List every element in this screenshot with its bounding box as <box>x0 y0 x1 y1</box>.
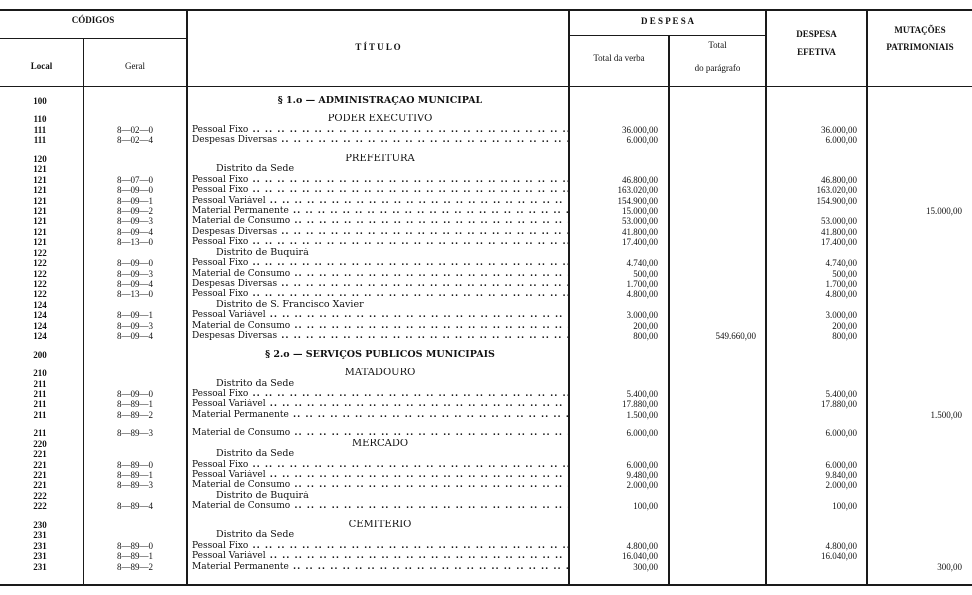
total-da-verba: 1.700,00 <box>626 279 658 289</box>
total-da-verba: 2.000,00 <box>626 480 658 491</box>
geral-code: 8—09—3 <box>117 320 153 331</box>
title-heading: MERCADO <box>351 438 409 449</box>
header-titulo: T Í T U L O <box>355 42 401 52</box>
geral-code: 8—89—2 <box>117 409 153 420</box>
title-item: Material de Consumo .. .. <box>192 501 568 511</box>
title-item: Material de Consumo .. .. <box>192 480 568 490</box>
local-code: 231 <box>33 561 47 572</box>
local-code: 221 <box>33 470 47 480</box>
table-row <box>0 237 972 247</box>
geral-code: 8—02—0 <box>117 124 153 135</box>
row-spacer <box>0 360 972 368</box>
total-da-verba: 500,00 <box>633 268 658 279</box>
title-item: Pessoal Fixo .. .. <box>192 237 568 247</box>
local-code: 220 <box>33 438 47 449</box>
local-code: 120 <box>33 153 47 164</box>
local-code: 122 <box>33 268 47 279</box>
title-district: Distrito da Sede <box>216 530 295 541</box>
despesa-efetiva: 9.840,00 <box>825 470 857 480</box>
table-row <box>0 96 972 106</box>
local-code: 231 <box>33 540 47 551</box>
total-da-verba: 17.400,00 <box>622 237 658 248</box>
local-code: 210 <box>33 368 47 379</box>
total-da-verba: 4.800,00 <box>626 540 658 551</box>
row-spacer <box>0 420 972 428</box>
local-code: 110 <box>33 114 47 125</box>
total-da-verba: 3.000,00 <box>626 310 658 321</box>
total-da-verba: 800,00 <box>633 331 658 342</box>
table-row <box>0 227 972 237</box>
table-row <box>0 248 972 258</box>
despesa-efetiva: 1.700,00 <box>825 279 857 289</box>
title-district: Distrito da Sede <box>216 449 295 460</box>
geral-code: 8—09—1 <box>117 195 153 206</box>
table-row <box>0 501 972 511</box>
geral-code: 8—02—4 <box>117 135 153 146</box>
local-code: 231 <box>33 551 47 562</box>
header-despesa-efetiva-2: EFETIVA <box>797 47 836 57</box>
local-code: 111 <box>33 124 47 135</box>
table-row <box>0 541 972 551</box>
local-code: 221 <box>33 480 47 491</box>
title-item: Pessoal Variável .. .. <box>192 551 568 561</box>
local-code: 211 <box>33 409 47 420</box>
geral-code: 8—09—4 <box>117 226 153 237</box>
title-item: Material Permanente .. .. <box>192 410 568 420</box>
table-row <box>0 185 972 195</box>
table-row <box>0 562 972 572</box>
local-code: 211 <box>33 399 47 410</box>
title-heading: PODER EXECUTIVO <box>327 114 433 125</box>
despesa-efetiva: 4.800,00 <box>825 540 857 551</box>
table-row <box>0 410 972 420</box>
local-code: 231 <box>33 530 47 541</box>
total-da-verba: 9.480,00 <box>626 470 658 480</box>
header-bottom-rule <box>0 86 972 87</box>
total-da-verba: 100,00 <box>633 501 658 512</box>
table-row <box>0 206 972 216</box>
title-item: Material de Consumo .. .. <box>192 321 568 331</box>
title-item: Pessoal Fixo .. .. <box>192 389 568 399</box>
despesa-efetiva: 6.000,00 <box>825 428 857 439</box>
header-mutacoes-1: MUTAÇÕES <box>894 25 946 35</box>
local-code: 122 <box>33 258 47 269</box>
title-item: Material de Consumo .. .. <box>192 428 568 438</box>
table-row <box>0 216 972 226</box>
total-da-verba: 41.800,00 <box>622 226 658 237</box>
title-district: Distrito de Buquirá <box>216 490 309 501</box>
despesa-efetiva: 2.000,00 <box>825 480 857 491</box>
geral-code: 8—09—4 <box>117 279 153 289</box>
local-code: 211 <box>33 428 47 439</box>
geral-code: 8—89—1 <box>117 399 153 410</box>
geral-code: 8—09—4 <box>117 331 153 342</box>
row-spacer <box>0 342 972 350</box>
total-da-verba: 1.500,00 <box>626 409 658 420</box>
table-row <box>0 258 972 268</box>
title-item: Pessoal Fixo .. .. <box>192 460 568 470</box>
total-da-verba: 36.000,00 <box>622 124 658 135</box>
title-item: Pessoal Fixo .. .. <box>192 258 568 268</box>
title-item: Pessoal Fixo .. .. <box>192 289 568 299</box>
local-code: 121 <box>33 226 47 237</box>
table-row <box>0 491 972 501</box>
table-row <box>0 135 972 145</box>
local-code: 124 <box>33 331 47 342</box>
despesa-efetiva: 163.020,00 <box>816 185 857 196</box>
table-row <box>0 449 972 459</box>
local-code: 100 <box>33 96 47 106</box>
table-row <box>0 470 972 480</box>
local-code: 211 <box>33 378 47 389</box>
total-da-verba: 17.880,00 <box>622 399 658 410</box>
table-row <box>0 196 972 206</box>
table-row <box>0 310 972 320</box>
local-code: 111 <box>33 135 47 146</box>
geral-code: 8—09—3 <box>117 268 153 279</box>
title-item: Pessoal Fixo .. .. <box>192 175 568 185</box>
title-item: Despesas Diversas .. .. <box>192 135 568 145</box>
geral-code: 8—09—0 <box>117 388 153 399</box>
header-do-paragrafo: do parágrafo <box>694 63 741 73</box>
geral-code: 8—13—0 <box>117 289 153 300</box>
local-code: 121 <box>33 237 47 248</box>
header-despesa: D E S P E S A <box>640 16 695 26</box>
geral-code: 8—89—3 <box>117 480 153 491</box>
title-heading: PREFEITURA <box>345 153 415 164</box>
title-item: Despesas Diversas .. .. <box>192 227 568 237</box>
header-mutacoes-2: PATRIMONIAIS <box>886 42 954 52</box>
table-row <box>0 460 972 470</box>
budget-table-body <box>0 96 972 572</box>
table-row <box>0 428 972 438</box>
header-geral: Geral <box>125 61 145 71</box>
local-code: 221 <box>33 449 47 460</box>
title-item: Pessoal Fixo .. .. <box>192 125 568 135</box>
local-code: 222 <box>33 490 47 501</box>
table-row <box>0 154 972 164</box>
despesa-efetiva: 4.740,00 <box>825 258 857 269</box>
despesa-efetiva: 100,00 <box>832 501 857 512</box>
row-spacer <box>0 512 972 520</box>
despesa-efetiva: 17.880,00 <box>821 399 857 410</box>
table-row <box>0 439 972 449</box>
geral-code: 8—09—3 <box>117 216 153 227</box>
local-code: 122 <box>33 279 47 289</box>
despesa-efetiva: 16.040,00 <box>821 551 857 562</box>
mutacoes-patrimoniais: 300,00 <box>937 561 962 572</box>
table-row <box>0 269 972 279</box>
row-spacer <box>0 106 972 114</box>
table-row <box>0 379 972 389</box>
geral-code: 8—89—1 <box>117 470 153 480</box>
table-row <box>0 520 972 530</box>
title-item: Material de Consumo .. .. <box>192 269 568 279</box>
despesa-efetiva: 5.400,00 <box>825 388 857 399</box>
title-item: Material Permanente .. .. <box>192 206 568 216</box>
total-da-verba: 200,00 <box>633 320 658 331</box>
local-code: 124 <box>33 299 47 310</box>
header-local: Local <box>30 61 53 71</box>
geral-code: 8—09—2 <box>117 205 153 216</box>
despesa-efetiva: 53.000,00 <box>821 216 857 227</box>
geral-code: 8—89—3 <box>117 428 153 439</box>
table-row <box>0 125 972 135</box>
geral-code: 8—09—0 <box>117 258 153 269</box>
title-section: § 1.o — ADMINISTRAÇÃO MUNICIPAL <box>277 96 483 106</box>
despesa-efetiva: 3.000,00 <box>825 310 857 321</box>
local-code: 121 <box>33 164 47 175</box>
geral-code: 8—09—1 <box>117 310 153 321</box>
title-district: Distrito da Sede <box>216 378 295 389</box>
total-da-verba: 6.000,00 <box>626 428 658 439</box>
geral-code: 8—89—4 <box>117 501 153 512</box>
despesa-efetiva: 4.800,00 <box>825 289 857 300</box>
table-row <box>0 321 972 331</box>
local-code: 121 <box>33 185 47 196</box>
table-row <box>0 279 972 289</box>
title-item: Material Permanente .. .. <box>192 562 568 572</box>
total-da-verba: 5.400,00 <box>626 388 658 399</box>
header-codigos: CÓDIGOS <box>71 15 115 25</box>
header-total: Total <box>708 40 727 50</box>
title-item: Pessoal Fixo .. .. <box>192 541 568 551</box>
despesa-efetiva: 154.900,00 <box>816 195 857 206</box>
title-item: Pessoal Variável .. .. <box>192 310 568 320</box>
title-item: Material de Consumo .. .. <box>192 216 568 226</box>
geral-code: 8—07—0 <box>117 174 153 185</box>
total-da-verba: 300,00 <box>633 561 658 572</box>
total-da-verba: 15.000,00 <box>622 205 658 216</box>
table-row <box>0 164 972 174</box>
header-total-verba: Total da verba <box>593 53 645 63</box>
mutacoes-patrimoniais: 15.000,00 <box>926 205 962 216</box>
total-da-verba: 154.900,00 <box>617 195 658 206</box>
table-row <box>0 530 972 540</box>
total-da-verba: 16.040,00 <box>622 551 658 562</box>
despesa-efetiva: 46.800,00 <box>821 174 857 185</box>
top-rule <box>0 9 972 11</box>
total-da-verba: 4.800,00 <box>626 289 658 300</box>
header-despesa-efetiva-1: DESPESA <box>796 29 837 39</box>
geral-code: 8—13—0 <box>117 237 153 248</box>
codigos-rule <box>0 38 186 39</box>
total-da-verba: 163.020,00 <box>617 185 658 196</box>
title-item: Pessoal Variável .. .. <box>192 399 568 409</box>
total-da-verba: 4.740,00 <box>626 258 658 269</box>
table-row <box>0 350 972 360</box>
geral-code: 8—89—0 <box>117 459 153 470</box>
total-da-verba: 6.000,00 <box>626 135 658 146</box>
table-row <box>0 551 972 561</box>
local-code: 200 <box>33 349 47 360</box>
local-code: 121 <box>33 205 47 216</box>
local-code: 121 <box>33 216 47 227</box>
geral-code: 8—89—0 <box>117 540 153 551</box>
despesa-efetiva: 200,00 <box>832 320 857 331</box>
despesa-efetiva: 6.000,00 <box>825 135 857 146</box>
despesa-efetiva: 17.400,00 <box>821 237 857 248</box>
local-code: 124 <box>33 320 47 331</box>
row-spacer <box>0 146 972 154</box>
table-row <box>0 389 972 399</box>
title-item: Pessoal Variável .. .. <box>192 196 568 206</box>
table-row <box>0 368 972 378</box>
title-section: § 2.o — SERVIÇOS PÚBLICOS MUNICIPAIS <box>265 349 495 360</box>
table-row <box>0 399 972 409</box>
table-row <box>0 289 972 299</box>
total-da-verba: 46.800,00 <box>622 174 658 185</box>
title-item: Despesas Diversas .. .. <box>192 279 568 289</box>
title-heading: CEMITÉRIO <box>348 519 412 530</box>
title-district: Distrito da Sede <box>216 164 295 175</box>
geral-code: 8—09—0 <box>117 185 153 196</box>
local-code: 121 <box>33 195 47 206</box>
table-row <box>0 331 972 341</box>
despesa-efetiva: 41.800,00 <box>821 226 857 237</box>
despesa-efetiva: 500,00 <box>832 268 857 279</box>
title-item: Pessoal Fixo .. .. <box>192 185 568 195</box>
despesa-efetiva: 36.000,00 <box>821 124 857 135</box>
local-code: 122 <box>33 247 47 258</box>
local-code: 122 <box>33 289 47 300</box>
title-heading: MATADOURO <box>344 368 416 379</box>
total-da-verba: 6.000,00 <box>626 459 658 470</box>
bottom-rule <box>0 584 972 586</box>
local-code: 121 <box>33 174 47 185</box>
table-row <box>0 300 972 310</box>
total-da-verba: 53.000,00 <box>622 216 658 227</box>
mutacoes-patrimoniais: 1.500,00 <box>930 409 962 420</box>
title-item: Pessoal Variável .. .. <box>192 470 568 480</box>
local-code: 222 <box>33 501 47 512</box>
despesa-efetiva: 6.000,00 <box>825 459 857 470</box>
title-district: Distrito de Buquirá <box>216 247 309 258</box>
table-row <box>0 114 972 124</box>
total-do-paragrafo: 549.660,00 <box>715 331 756 342</box>
geral-code: 8—89—1 <box>117 551 153 562</box>
title-item: Despesas Diversas .. .. <box>192 331 568 341</box>
local-code: 211 <box>33 388 47 399</box>
title-district: Distrito de S. Francisco Xavier <box>216 299 364 310</box>
local-code: 221 <box>33 459 47 470</box>
table-row <box>0 175 972 185</box>
table-row <box>0 480 972 490</box>
local-code: 230 <box>33 519 47 530</box>
geral-code: 8—89—2 <box>117 561 153 572</box>
despesa-efetiva: 800,00 <box>832 331 857 342</box>
local-code: 124 <box>33 310 47 321</box>
